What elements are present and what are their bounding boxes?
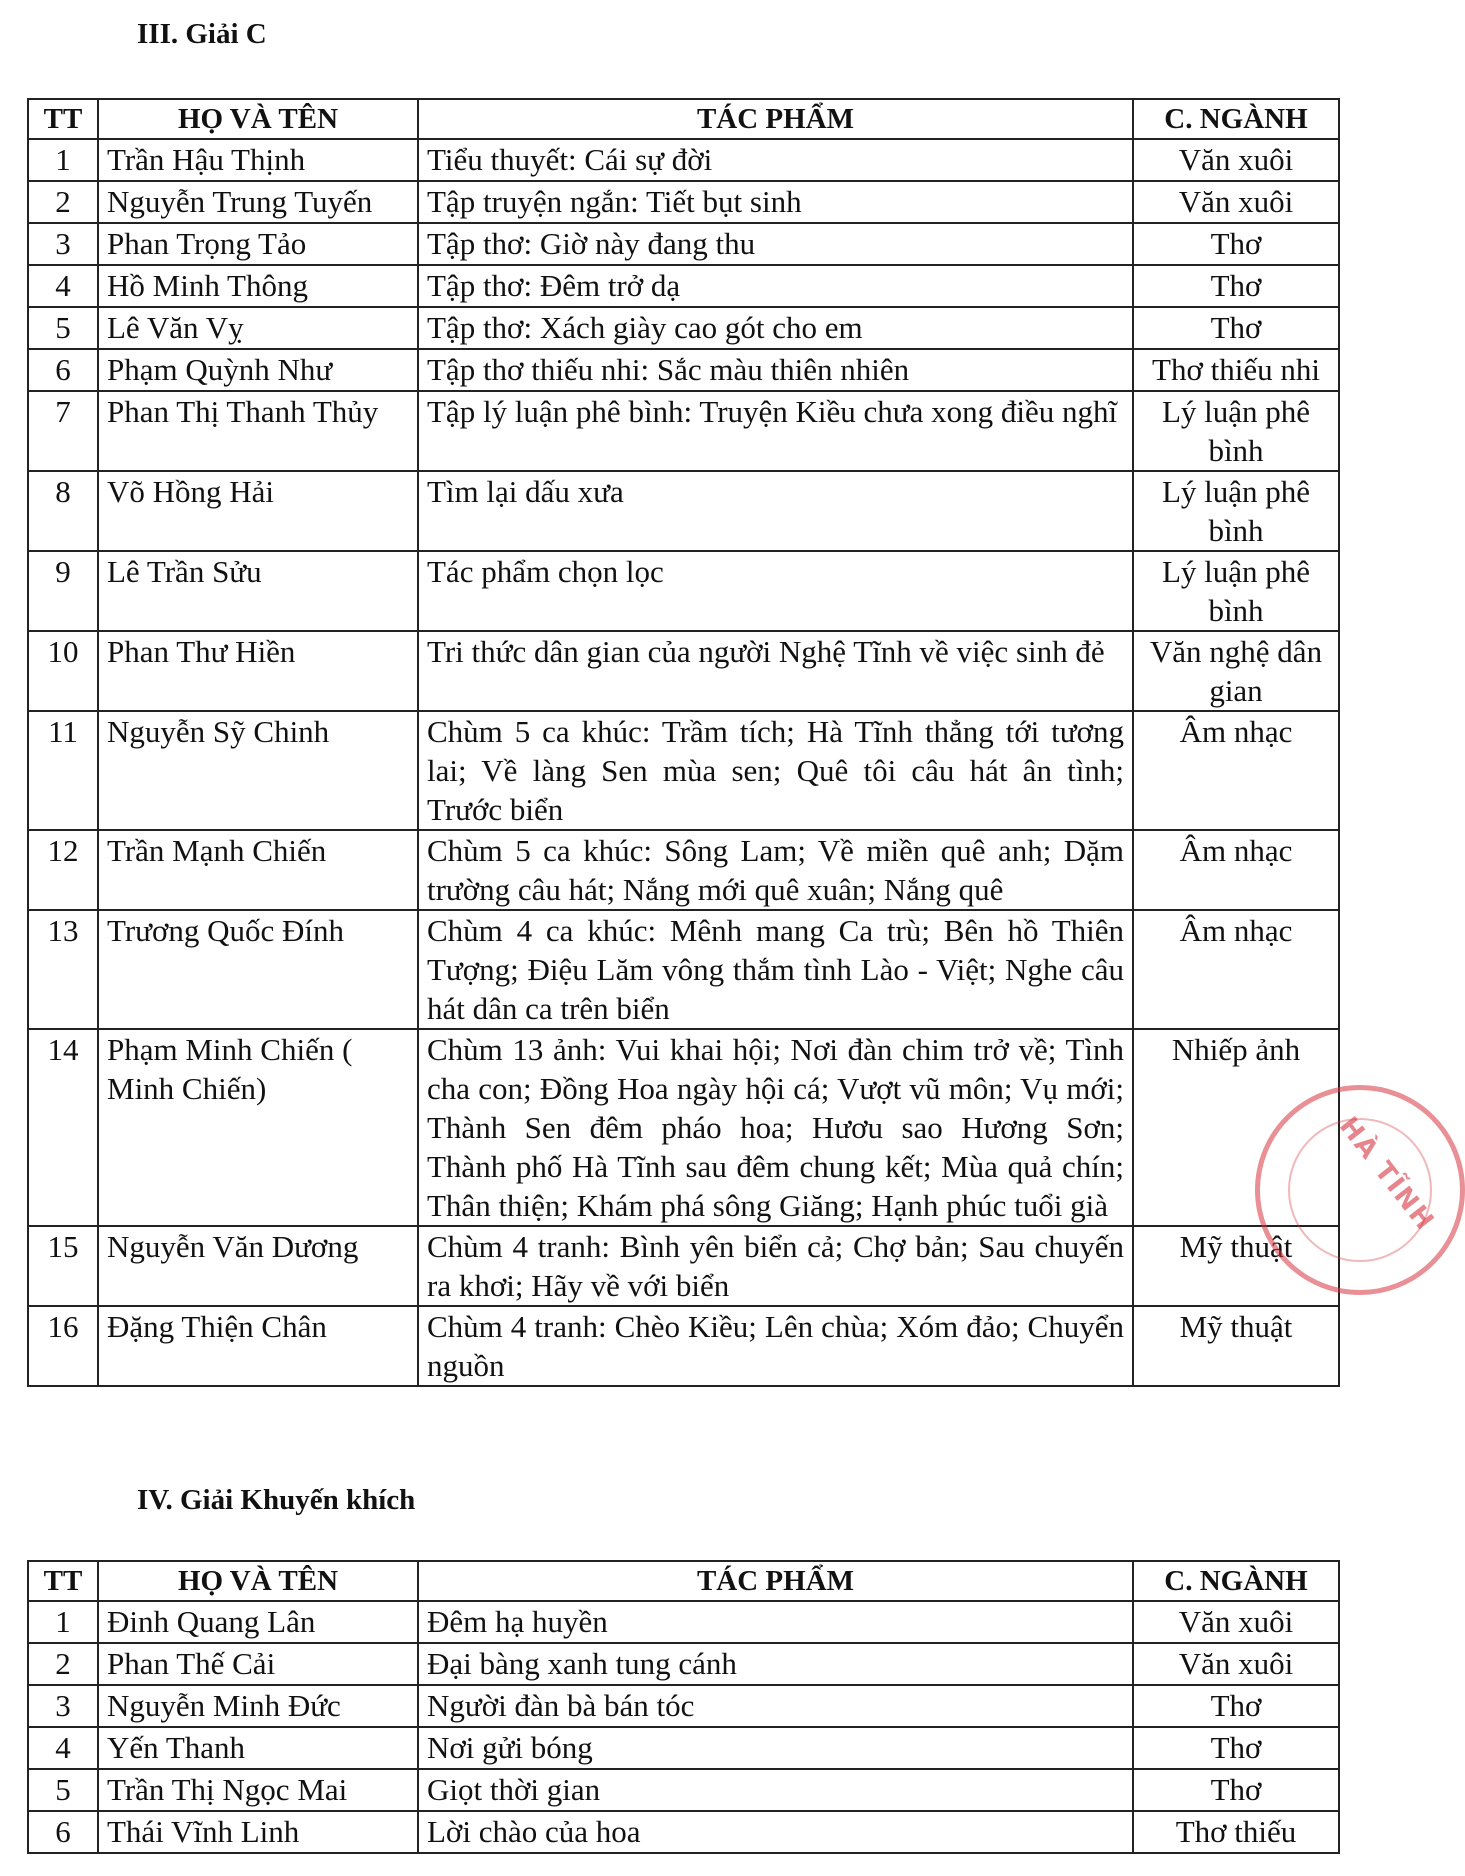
field-cell: Thơ (1133, 265, 1339, 307)
name-cell: Phan Thị Thanh Thủy (98, 391, 418, 471)
tt-cell: 16 (28, 1306, 98, 1386)
name-cell: Lê Văn Vỵ (98, 307, 418, 349)
field-cell: Lý luận phê bình (1133, 471, 1339, 551)
work-cell: Tập thơ thiếu nhi: Sắc màu thiên nhiên (418, 349, 1133, 391)
work-cell: Đêm hạ huyền (418, 1601, 1133, 1643)
table-row (28, 1601, 1339, 1643)
table-header-row (28, 99, 1339, 139)
name-cell: Phạm Minh Chiến ( Minh Chiến) (98, 1029, 418, 1226)
name-cell: Nguyễn Trung Tuyến (98, 181, 418, 223)
work-cell: Tác phẩm chọn lọc (418, 551, 1133, 631)
header-tt: TT (28, 99, 98, 139)
table-row (28, 391, 1339, 471)
field-cell: Văn xuôi (1133, 1601, 1339, 1643)
field-cell: Văn xuôi (1133, 181, 1339, 223)
tt-cell: 11 (28, 711, 98, 830)
tt-cell: 3 (28, 223, 98, 265)
tt-cell: 8 (28, 471, 98, 551)
header-name: HỌ VÀ TÊN (98, 99, 418, 139)
name-cell: Nguyễn Văn Dương (98, 1226, 418, 1306)
work-cell: Người đàn bà bán tóc (418, 1685, 1133, 1727)
tt-cell: 1 (28, 139, 98, 181)
tt-cell: 5 (28, 1769, 98, 1811)
work-cell: Chùm 4 tranh: Chèo Kiều; Lên chùa; Xóm đảo; Chuyển nguồn (418, 1306, 1133, 1386)
tt-cell: 4 (28, 265, 98, 307)
work-cell: Nơi gửi bóng (418, 1727, 1133, 1769)
table-row (28, 551, 1339, 631)
tt-cell: 2 (28, 1643, 98, 1685)
tt-cell: 10 (28, 631, 98, 711)
work-cell: Tri thức dân gian của người Nghệ Tĩnh về việc sinh đẻ (418, 631, 1133, 711)
field-cell: Thơ (1133, 1727, 1339, 1769)
work-cell: Chùm 5 ca khúc: Trầm tích; Hà Tĩnh thẳng tới tương lai; Về làng Sen mùa sen; Quê tôi câu hát ân tình; Trước biển (418, 711, 1133, 830)
field-cell: Âm nhạc (1133, 830, 1339, 910)
table-row (28, 830, 1339, 910)
field-cell: Mỹ thuật (1133, 1306, 1339, 1386)
work-cell: Đại bàng xanh tung cánh (418, 1643, 1133, 1685)
field-cell: Nhiếp ảnh (1133, 1029, 1339, 1226)
work-cell: Tiểu thuyết: Cái sự đời (418, 139, 1133, 181)
work-cell: Tập truyện ngắn: Tiết bụt sinh (418, 181, 1133, 223)
table-row (28, 1643, 1339, 1685)
table-row (28, 1685, 1339, 1727)
name-cell: Phan Thế Cải (98, 1643, 418, 1685)
tt-cell: 14 (28, 1029, 98, 1226)
work-cell: Lời chào của hoa (418, 1811, 1133, 1853)
header-work: TÁC PHẨM (418, 99, 1133, 139)
work-cell: Tập lý luận phê bình: Truyện Kiều chưa xong điều nghĩ (418, 391, 1133, 471)
name-cell: Đặng Thiện Chân (98, 1306, 418, 1386)
field-cell: Thơ (1133, 307, 1339, 349)
tt-cell: 6 (28, 349, 98, 391)
field-cell: Lý luận phê bình (1133, 391, 1339, 471)
name-cell: Phan Trọng Tảo (98, 223, 418, 265)
tt-cell: 12 (28, 830, 98, 910)
work-cell: Chùm 13 ảnh: Vui khai hội; Nơi đàn chim trở về; Tình cha con; Đồng Hoa ngày hội cá; Vượt vũ môn; Vụ mới; Thành Sen đêm pháo hoa; Hươu sao Hương Sơn; Thành phố Hà Tĩnh sau đêm chung kết; Mùa quả chín; Thân thiện; Khám phá sông Giăng; Hạnh phúc tuổi già (418, 1029, 1133, 1226)
work-cell: Chùm 4 ca khúc: Mênh mang Ca trù; Bên hồ Thiên Tượng; Điệu Lăm vông thắm tình Lào - Việt; Nghe câu hát dân ca trên biển (418, 910, 1133, 1029)
table-row (28, 910, 1339, 1029)
name-cell: Trương Quốc Đính (98, 910, 418, 1029)
field-cell: Thơ (1133, 1769, 1339, 1811)
header-field: C. NGÀNH (1133, 99, 1339, 139)
name-cell: Thái Vĩnh Linh (98, 1811, 418, 1853)
table-row (28, 1811, 1339, 1853)
section-c-title: III. Giải C (137, 18, 267, 50)
tt-cell: 4 (28, 1727, 98, 1769)
name-cell: Trần Hậu Thịnh (98, 139, 418, 181)
tt-cell: 3 (28, 1685, 98, 1727)
field-cell: Văn xuôi (1133, 139, 1339, 181)
field-cell: Thơ (1133, 223, 1339, 265)
name-cell: Trần Mạnh Chiến (98, 830, 418, 910)
table-row (28, 139, 1339, 181)
field-cell: Thơ thiếu (1133, 1811, 1339, 1853)
section-kk-title: IV. Giải Khuyến khích (137, 1484, 416, 1516)
field-cell: Lý luận phê bình (1133, 551, 1339, 631)
table-row (28, 711, 1339, 830)
name-cell: Lê Trần Sửu (98, 551, 418, 631)
name-cell: Nguyễn Sỹ Chinh (98, 711, 418, 830)
name-cell: Trần Thị Ngọc Mai (98, 1769, 418, 1811)
field-cell: Âm nhạc (1133, 711, 1339, 830)
table-row (28, 631, 1339, 711)
tt-cell: 6 (28, 1811, 98, 1853)
work-cell: Chùm 5 ca khúc: Sông Lam; Về miền quê anh; Dặm trường câu hát; Nắng mới quê xuân; Nắng quê (418, 830, 1133, 910)
table-row (28, 265, 1339, 307)
table-row (28, 223, 1339, 265)
name-cell: Hồ Minh Thông (98, 265, 418, 307)
work-cell: Chùm 4 tranh: Bình yên biển cả; Chợ bản; Sau chuyến ra khơi; Hãy về với biển (418, 1226, 1133, 1306)
work-cell: Giọt thời gian (418, 1769, 1133, 1811)
work-cell: Tập thơ: Giờ này đang thu (418, 223, 1133, 265)
work-cell: Tập thơ: Xách giày cao gót cho em (418, 307, 1133, 349)
tt-cell: 15 (28, 1226, 98, 1306)
tt-cell: 9 (28, 551, 98, 631)
field-cell: Thơ (1133, 1685, 1339, 1727)
name-cell: Võ Hồng Hải (98, 471, 418, 551)
award-kk-table (27, 1560, 1340, 1854)
header-tt: TT (28, 1561, 98, 1601)
name-cell: Phan Thư Hiền (98, 631, 418, 711)
table-row (28, 1727, 1339, 1769)
table-row (28, 349, 1339, 391)
table-row (28, 307, 1339, 349)
tt-cell: 13 (28, 910, 98, 1029)
field-cell: Âm nhạc (1133, 910, 1339, 1029)
field-cell: Văn nghệ dân gian (1133, 631, 1339, 711)
name-cell: Yến Thanh (98, 1727, 418, 1769)
name-cell: Phạm Quỳnh Như (98, 349, 418, 391)
tt-cell: 2 (28, 181, 98, 223)
seal-text: HÀ TĨNH (1333, 1111, 1441, 1238)
table-header-row (28, 1561, 1339, 1601)
name-cell: Đinh Quang Lân (98, 1601, 418, 1643)
table-row (28, 471, 1339, 551)
tt-cell: 5 (28, 307, 98, 349)
header-name: HỌ VÀ TÊN (98, 1561, 418, 1601)
table-row (28, 1029, 1339, 1226)
work-cell: Tìm lại dấu xưa (418, 471, 1133, 551)
name-cell: Nguyễn Minh Đức (98, 1685, 418, 1727)
tt-cell: 7 (28, 391, 98, 471)
field-cell: Thơ thiếu nhi (1133, 349, 1339, 391)
field-cell: Mỹ thuật (1133, 1226, 1339, 1306)
work-cell: Tập thơ: Đêm trở dạ (418, 265, 1133, 307)
header-work: TÁC PHẨM (418, 1561, 1133, 1601)
header-field: C. NGÀNH (1133, 1561, 1339, 1601)
table-row (28, 181, 1339, 223)
tt-cell: 1 (28, 1601, 98, 1643)
field-cell: Văn xuôi (1133, 1643, 1339, 1685)
table-row (28, 1306, 1339, 1386)
table-row (28, 1226, 1339, 1306)
award-c-table (27, 98, 1340, 1387)
table-row (28, 1769, 1339, 1811)
